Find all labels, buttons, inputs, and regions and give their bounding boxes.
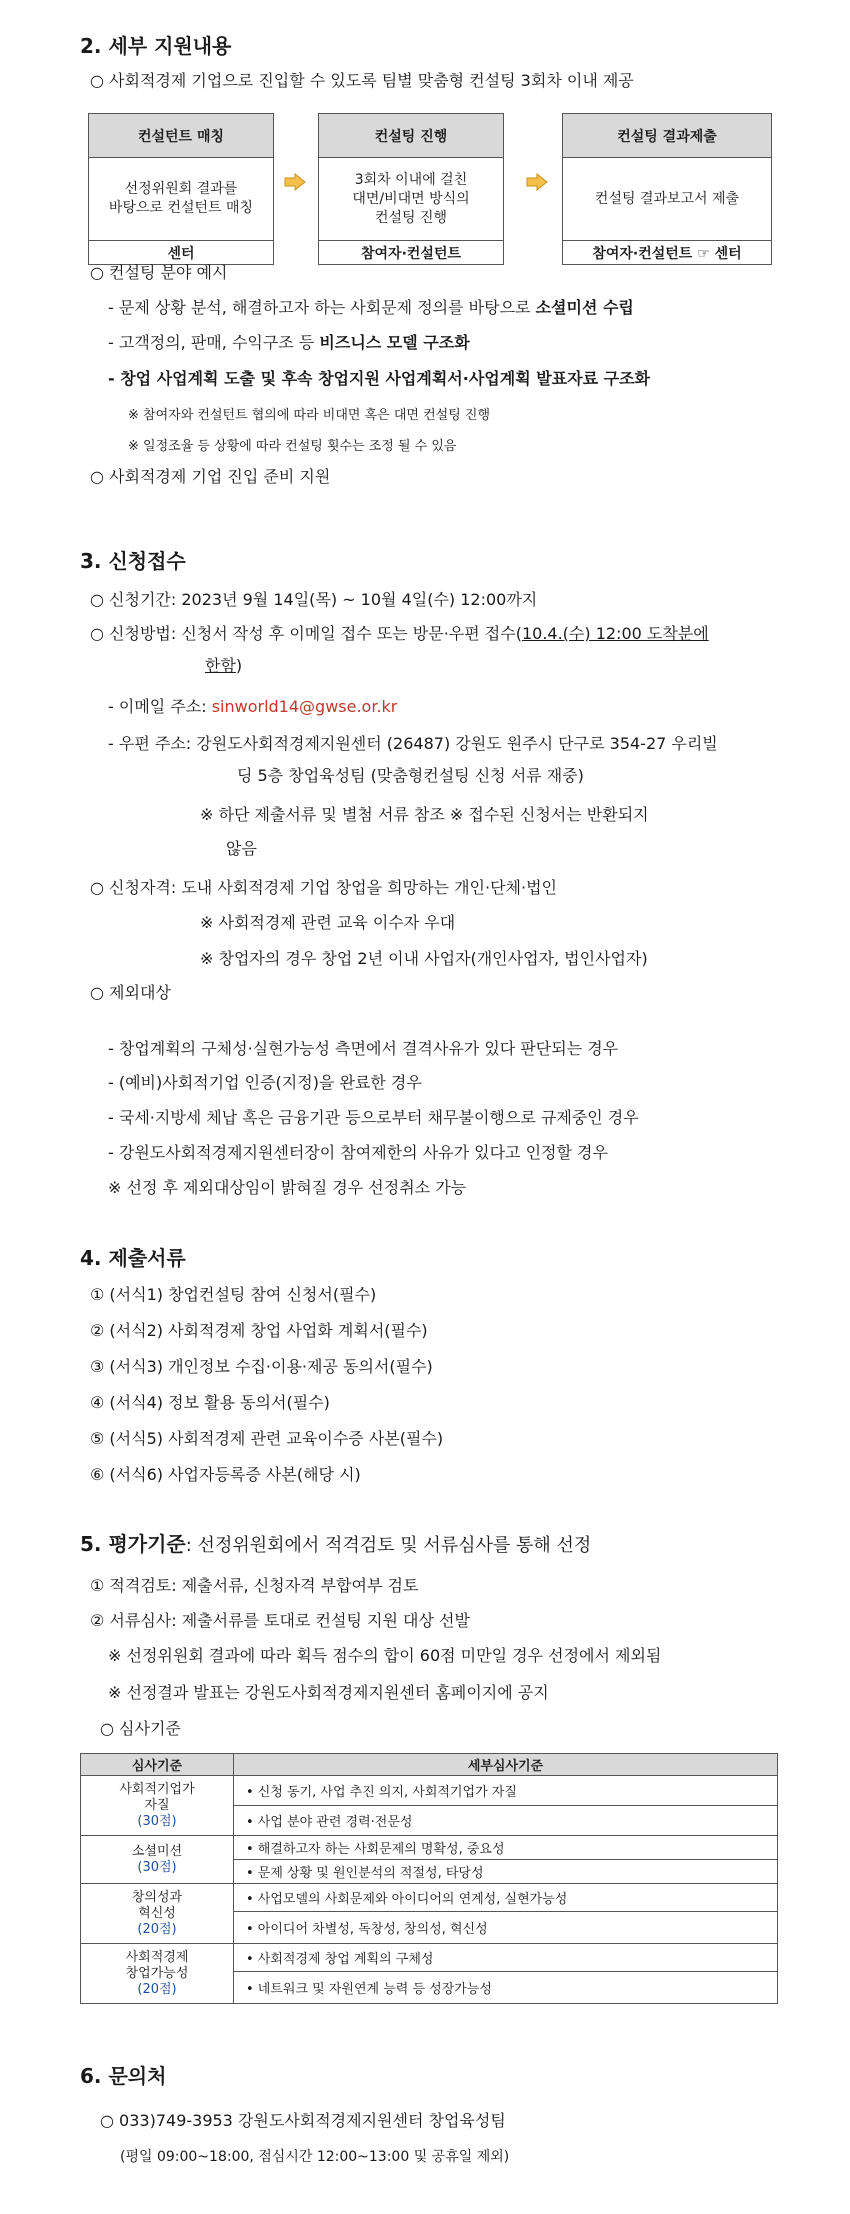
apply-method bbox=[90, 623, 709, 645]
flow-step-3 bbox=[562, 113, 772, 265]
section-2-title: 2. 세부 지원내용 bbox=[80, 34, 232, 58]
qualification-note-1: ※ 사회적경제 관련 교육 이수자 우대 bbox=[200, 913, 456, 932]
flow-step-1-head: 컨설턴트 매칭 bbox=[89, 114, 273, 158]
flow-step-2 bbox=[318, 113, 504, 265]
sec2-intro: ○ 사회적경제 기업으로 진입할 수 있도록 팀별 맞춤형 컨설팅 3회차 이내 제공 bbox=[90, 71, 634, 90]
example-2-bold: 비즈니스 모델 구조화 bbox=[319, 333, 470, 352]
detail-cell: • 신청 동기, 사업 추진 의지, 사회적기업가 자질 bbox=[234, 1776, 778, 1806]
detail-cell: • 문제 상황 및 원인분석의 적절성, 타당성 bbox=[234, 1860, 778, 1884]
criteria-score: (30점) bbox=[137, 1813, 177, 1829]
contact-hours: (평일 09:00~18:00, 점심시간 12:00~13:00 및 공휴일 제외) bbox=[120, 2149, 510, 2165]
criteria-name: 창의성과 bbox=[131, 1889, 183, 1905]
example-1 bbox=[108, 297, 634, 319]
eval-step-1: ① 적격검토: 제출서류, 신청자격 부합여부 검토 bbox=[90, 1576, 419, 1595]
example-1-bold: 소셜미션 수립 bbox=[535, 298, 634, 317]
flow-step-3-foot: 참여자·컨설턴트 ☞ 센터 bbox=[563, 240, 771, 264]
criteria-name: 자질 bbox=[144, 1797, 170, 1813]
apply-method-deadline-cont: 한함 bbox=[205, 656, 236, 675]
section-5-title bbox=[80, 1533, 591, 1557]
examples-title: ○ 컨설팅 분야 예시 bbox=[90, 263, 228, 282]
table-header-row bbox=[81, 1754, 778, 1776]
apply-qualification: ○ 신청자격: 도내 사회적경제 기업 창업을 희망하는 개인·단체·법인 bbox=[90, 878, 557, 897]
arrow-right-icon bbox=[526, 173, 548, 191]
table-row bbox=[81, 1944, 778, 1972]
exclusion-title: ○ 제외대상 bbox=[90, 983, 171, 1002]
criteria-cell bbox=[81, 1884, 234, 1944]
detail-cell: • 해결하고자 하는 사회문제의 명확성, 중요성 bbox=[234, 1836, 778, 1860]
section-5-title-bold: 5. 평가기준 bbox=[80, 1532, 186, 1556]
doc-item: ② (서식2) 사회적경제 창업 사업화 계획서(필수) bbox=[90, 1321, 428, 1340]
apply-method-text: ○ 신청방법: 신청서 작성 후 이메일 접수 또는 방문·우편 접수( bbox=[90, 624, 522, 643]
mail-note-1: ※ 하단 제출서류 및 별첨 서류 참조 ※ 접수된 신청서는 반환되지 bbox=[200, 805, 649, 824]
section-4-title: 4. 제출서류 bbox=[80, 1246, 186, 1270]
criteria-name: 혁신성 bbox=[138, 1905, 176, 1921]
criteria-score: (30점) bbox=[137, 1859, 177, 1875]
mail-note-2: 않음 bbox=[226, 839, 257, 858]
criteria-name: 사회적경제 bbox=[125, 1949, 189, 1965]
qualification-note-2: ※ 창업자의 경우 창업 2년 이내 사업자(개인사업자, 법인사업자) bbox=[200, 949, 648, 968]
flow-step-1 bbox=[88, 113, 274, 265]
criteria-cell bbox=[81, 1776, 234, 1836]
email-address[interactable]: sinworld14@gwse.or.kr bbox=[211, 697, 398, 716]
criteria-cell bbox=[81, 1944, 234, 2004]
apply-period: ○ 신청기간: 2023년 9월 14일(목) ~ 10월 4일(수) 12:00까지 bbox=[90, 590, 538, 609]
apply-method-close: ) bbox=[235, 656, 243, 675]
contact-info: ○ 033)749-3953 강원도사회적경제지원센터 창업육성팀 bbox=[100, 2111, 506, 2130]
sec2-note-1: ※ 참여자와 컨설턴트 협의에 따라 비대면 혹은 대면 컨설팅 진행 bbox=[128, 408, 491, 423]
table-header-criteria: 심사기준 bbox=[81, 1754, 234, 1776]
criteria-name: 사회적기업가 bbox=[119, 1781, 195, 1797]
flow-step-2-head: 컨설팅 진행 bbox=[319, 114, 503, 158]
criteria-score: (20점) bbox=[137, 1921, 177, 1937]
exclusion-4: - 강원도사회적경제지원센터장이 참여제한의 사유가 있다고 인정할 경우 bbox=[108, 1143, 608, 1162]
criteria-name: 소셜미션 bbox=[131, 1843, 183, 1859]
flow-step-1-body-line2: 바탕으로 컨설턴트 매칭 bbox=[108, 200, 254, 216]
sec2-note-2: ※ 일정조율 등 상황에 따라 컨설팅 횟수는 조정 될 수 있음 bbox=[128, 439, 457, 454]
section-6-title: 6. 문의처 bbox=[80, 2064, 167, 2088]
detail-cell: • 네트워크 및 자원연계 능력 등 성장가능성 bbox=[234, 1972, 778, 2004]
criteria-table bbox=[80, 1753, 778, 2004]
mail-address-2: 딩 5층 창업육성팀 (맞춤형컨설팅 신청 서류 재중) bbox=[237, 766, 584, 785]
flow-step-2-body-line2: 대면/비대면 방식의 bbox=[352, 190, 470, 207]
detail-cell: • 사업모델의 사회문제와 아이디어의 연계성, 실현가능성 bbox=[234, 1884, 778, 1912]
email-label: - 이메일 주소: bbox=[108, 697, 212, 716]
flow-step-3-body-line1: 컨설팅 결과보고서 제출 bbox=[594, 190, 740, 207]
apply-method-cont bbox=[205, 655, 242, 677]
section-3-title: 3. 신청접수 bbox=[80, 549, 186, 573]
email-row bbox=[108, 696, 397, 718]
table-header-detail: 세부심사기준 bbox=[234, 1754, 778, 1776]
doc-item: ④ (서식4) 정보 활용 동의서(필수) bbox=[90, 1393, 330, 1412]
doc-item: ⑥ (서식6) 사업자등록증 사본(해당 시) bbox=[90, 1465, 361, 1484]
criteria-cell bbox=[81, 1836, 234, 1884]
example-3: - 창업 사업계획 도출 및 후속 창업지원 사업계획서·사업계획 발표자료 구조화 bbox=[108, 369, 650, 388]
flow-step-1-body-line1: 선정위원회 결과를 bbox=[124, 181, 238, 197]
flow-step-1-foot: 센터 bbox=[89, 240, 273, 264]
criteria-name: 창업가능성 bbox=[125, 1965, 189, 1981]
mail-address-1: - 우편 주소: 강원도사회적경제지원센터 (26487) 강원도 원주시 단구로 354-27 우리빌 bbox=[108, 734, 718, 753]
detail-cell: • 아이디어 차별성, 독창성, 창의성, 혁신성 bbox=[234, 1912, 778, 1944]
detail-cell: • 사회적경제 창업 계획의 구체성 bbox=[234, 1944, 778, 1972]
table-row bbox=[81, 1884, 778, 1912]
example-2 bbox=[108, 332, 470, 354]
table-row bbox=[81, 1836, 778, 1860]
example-2-text: - 고객정의, 판매, 수익구조 등 bbox=[108, 333, 320, 352]
exclusion-3: - 국세·지방세 체납 혹은 금융기관 등으로부터 채무불이행으로 규제중인 경우 bbox=[108, 1108, 639, 1127]
example-1-text: - 문제 상황 분석, 해결하고자 하는 사회문제 정의를 바탕으로 bbox=[108, 298, 536, 317]
flow-step-2-body-line3: 컨설팅 진행 bbox=[374, 209, 448, 226]
exclusion-note: ※ 선정 후 제외대상임이 밝혀질 경우 선정취소 가능 bbox=[108, 1178, 467, 1197]
arrow-right-icon bbox=[284, 173, 306, 191]
doc-item: ⑤ (서식5) 사회적경제 관련 교육이수증 사본(필수) bbox=[90, 1429, 444, 1448]
doc-item: ③ (서식3) 개인정보 수집·이용·제공 동의서(필수) bbox=[90, 1357, 433, 1376]
doc-item: ① (서식1) 창업컨설팅 참여 신청서(필수) bbox=[90, 1285, 377, 1304]
flow-step-3-head: 컨설팅 결과제출 bbox=[563, 114, 771, 158]
exclusion-2: - (예비)사회적기업 인증(지정)을 완료한 경우 bbox=[108, 1073, 422, 1092]
flow-step-2-body-line1: 3회차 이내에 걸친 bbox=[354, 171, 468, 188]
eval-note-1: ※ 선정위원회 결과에 따라 획득 점수의 합이 60점 미만일 경우 선정에서 제외됨 bbox=[108, 1646, 662, 1665]
apply-method-deadline: 10.4.(수) 12:00 도착분에 bbox=[521, 624, 709, 643]
section-5-title-rest: : 선정위원회에서 적격검토 및 서류심사를 통해 선정 bbox=[185, 1535, 592, 1556]
detail-cell: • 사업 분야 관련 경력·전문성 bbox=[234, 1806, 778, 1836]
sec2-prep: ○ 사회적경제 기업 진입 준비 지원 bbox=[90, 467, 331, 486]
criteria-title: ○ 심사기준 bbox=[100, 1719, 181, 1738]
flow-step-2-foot: 참여자·컨설턴트 bbox=[319, 240, 503, 264]
table-row bbox=[81, 1776, 778, 1806]
exclusion-1: - 창업계획의 구체성·실현가능성 측면에서 결격사유가 있다 판단되는 경우 bbox=[108, 1039, 619, 1058]
eval-step-2: ② 서류심사: 제출서류를 토대로 컨설팅 지원 대상 선발 bbox=[90, 1611, 470, 1630]
criteria-score: (20점) bbox=[137, 1981, 177, 1997]
eval-note-2: ※ 선정결과 발표는 강원도사회적경제지원센터 홈페이지에 공지 bbox=[108, 1683, 549, 1702]
